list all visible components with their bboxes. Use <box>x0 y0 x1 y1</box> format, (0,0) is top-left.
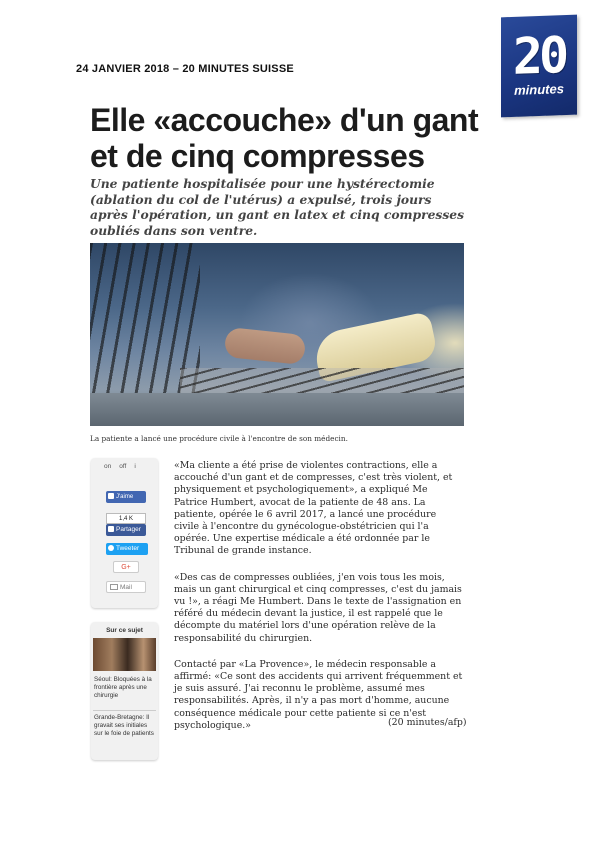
surgery-photo <box>90 243 464 426</box>
related-thumbnail[interactable] <box>93 638 156 671</box>
body-paragraph: «Des cas de compresses oubliées, j'en vois tous les mois, mais un gant chirurgical et cinq compresses, c'est du jamais vu !», a réagi Me Humbert. Dans le texte de l'assignation en référé du médecin devant la justice, il est rappelé que le décompte du matériel lors d'une opération relève de la responsabilité du chirurgien. <box>174 571 462 644</box>
logo-word: minutes <box>514 81 564 98</box>
twitter-bird-icon <box>108 545 114 551</box>
toggle-off[interactable]: off <box>119 463 127 470</box>
share-panel <box>91 458 158 608</box>
toggle-on[interactable]: on <box>104 463 112 470</box>
twitter-label: Tweeter <box>116 545 140 552</box>
mail-label: Mail <box>120 584 132 591</box>
facebook-share-button[interactable] <box>106 524 146 536</box>
article-lede: Une patiente hospitalisée pour une hystérectomie (ablation du col de l'utérus) a expulsé, trois jours après l'opération, un gant en latex et cinq compresses oubliés dans son ventre. <box>90 176 465 238</box>
facebook-like-label: J'aime <box>116 494 134 500</box>
facebook-like-button[interactable] <box>106 491 146 503</box>
body-paragraph: «Ma cliente a été prise de violentes contractions, elle a accouché d'un gant et de compresses, c'est très violent, et physiquement et psychologiquement», a expliqué Me Patrice Humbert, avocat de la patiente de 48 ans. La patiente, opérée le 6 avril 2017, a lancé une procédure civile à l'encontre du gynécologue-obstétricien qui l'a opérée. Une expertise médicale a été ordonnée par le Tribunal de grande instance. <box>174 460 453 557</box>
photo-hand <box>224 327 307 365</box>
article-headline: Elle «accouche» d'un gant et de cinq compresses <box>90 102 479 174</box>
related-panel <box>91 622 158 760</box>
facebook-icon <box>108 526 114 532</box>
twitter-button[interactable] <box>106 543 148 555</box>
20-minutes-logo <box>501 15 577 118</box>
article-body <box>174 460 464 746</box>
thumbs-up-icon <box>108 493 114 499</box>
article-credit: (20 minutes/afp) <box>388 717 467 728</box>
mail-button[interactable] <box>106 581 146 593</box>
related-title: Sur ce sujet <box>106 627 143 634</box>
share-toggle[interactable] <box>104 463 144 470</box>
facebook-count: 1,4 K <box>106 513 146 524</box>
related-divider <box>93 710 156 711</box>
photo-caption: La patiente a lancé une procédure civile à l'encontre de son médecin. <box>90 434 348 443</box>
body-paragraph: Contacté par «La Provence», le médecin responsable a affirmé: «Ce sont des accidents qui arrivent fréquemment et je suis assuré. J'ai reconnu le problème, assumé mes responsabilités. Après, il n'y a pas mort d'homme, aucune conséquence médicale pour cette patiente si ce n'est psychologique.» <box>174 658 463 731</box>
facebook-share-label: Partager <box>116 526 141 533</box>
dateline: 24 JANVIER 2018 – 20 MINUTES SUISSE <box>76 63 294 75</box>
googleplus-button[interactable]: G+ <box>113 561 139 573</box>
toggle-info-icon[interactable]: i <box>134 463 136 470</box>
logo-number: 20 <box>512 26 566 86</box>
photo-drape <box>90 393 464 426</box>
envelope-icon <box>110 584 118 590</box>
related-link[interactable]: Séoul: Bloquées à la frontière après une chirurgie <box>94 676 152 699</box>
related-link[interactable]: Grande-Bretagne: Il gravait ses initiales sur le foie de patients <box>94 714 154 737</box>
